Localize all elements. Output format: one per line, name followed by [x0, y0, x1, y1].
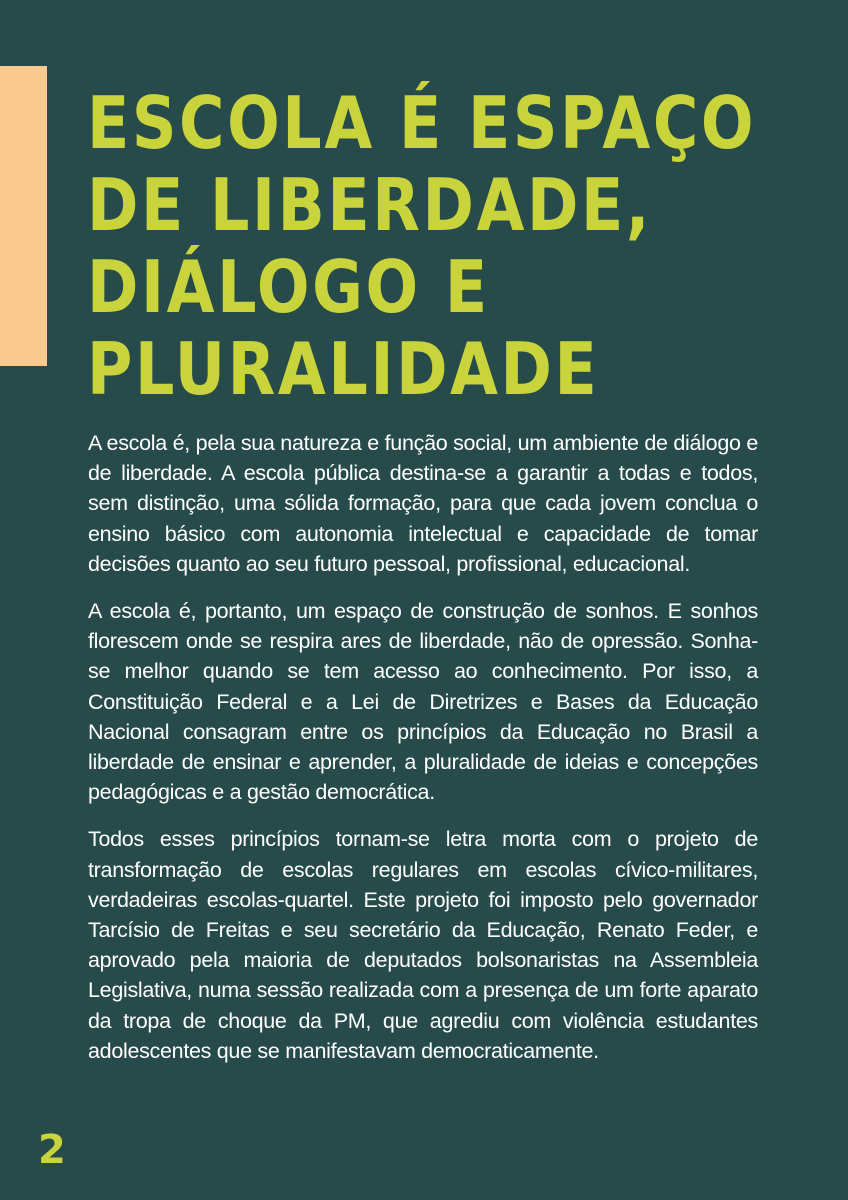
title-line-4: PLURALIDADE	[87, 327, 600, 411]
body-text	[88, 428, 758, 1083]
page-number: 2	[38, 1127, 66, 1173]
accent-bar	[0, 66, 47, 366]
title-line-3: DIÁLOGO E	[87, 245, 490, 329]
title-line-2: DE LIBERDADE,	[87, 163, 653, 247]
title-line-1: ESCOLA É ESPAÇO	[87, 81, 757, 165]
paragraph-3: Todos esses princípios tornam-se letra morta com o projeto de transformação de escolas regulares em escolas cívico-militares, verdadeiras escolas-quartel. Este projeto foi imposto pelo governador Tarcísio de Freitas e seu secretário da Educação, Renato Feder, e aprovado pela maioria de deputados bolsonaristas na Assembleia Legislativa, numa sessão realizada com a presença de um forte aparato da tropa de choque da PM, que agrediu com violência estudantes adolescentes que se manifestavam democraticamente.	[88, 827, 758, 1063]
paragraph-2: A escola é, portanto, um espaço de construção de sonhos. E sonhos florescem onde se respira ares de liberdade, não de opressão. Sonha-se melhor quando se tem acesso ao conhecimento. Por isso, a Constituição Federal e a Lei de Diretrizes e Bases da Educação Nacional consagram entre os princípios da Educação no Brasil a liberdade de ensinar e aprender, a pluralidade de ideias e concepções pedagógicas e a gestão democrática.	[88, 599, 758, 805]
paragraph-1: A escola é, pela sua natureza e função social, um ambiente de diálogo e de liberdade. A escola pública destina-se a garantir a todas e todos, sem distinção, uma sólida formação, para que cada jovem conclua o ensino básico com autonomia intelectual e capacidade de tomar decisões quanto ao seu futuro pessoal, profissional, educacional.	[88, 431, 758, 576]
page-title	[87, 81, 757, 411]
